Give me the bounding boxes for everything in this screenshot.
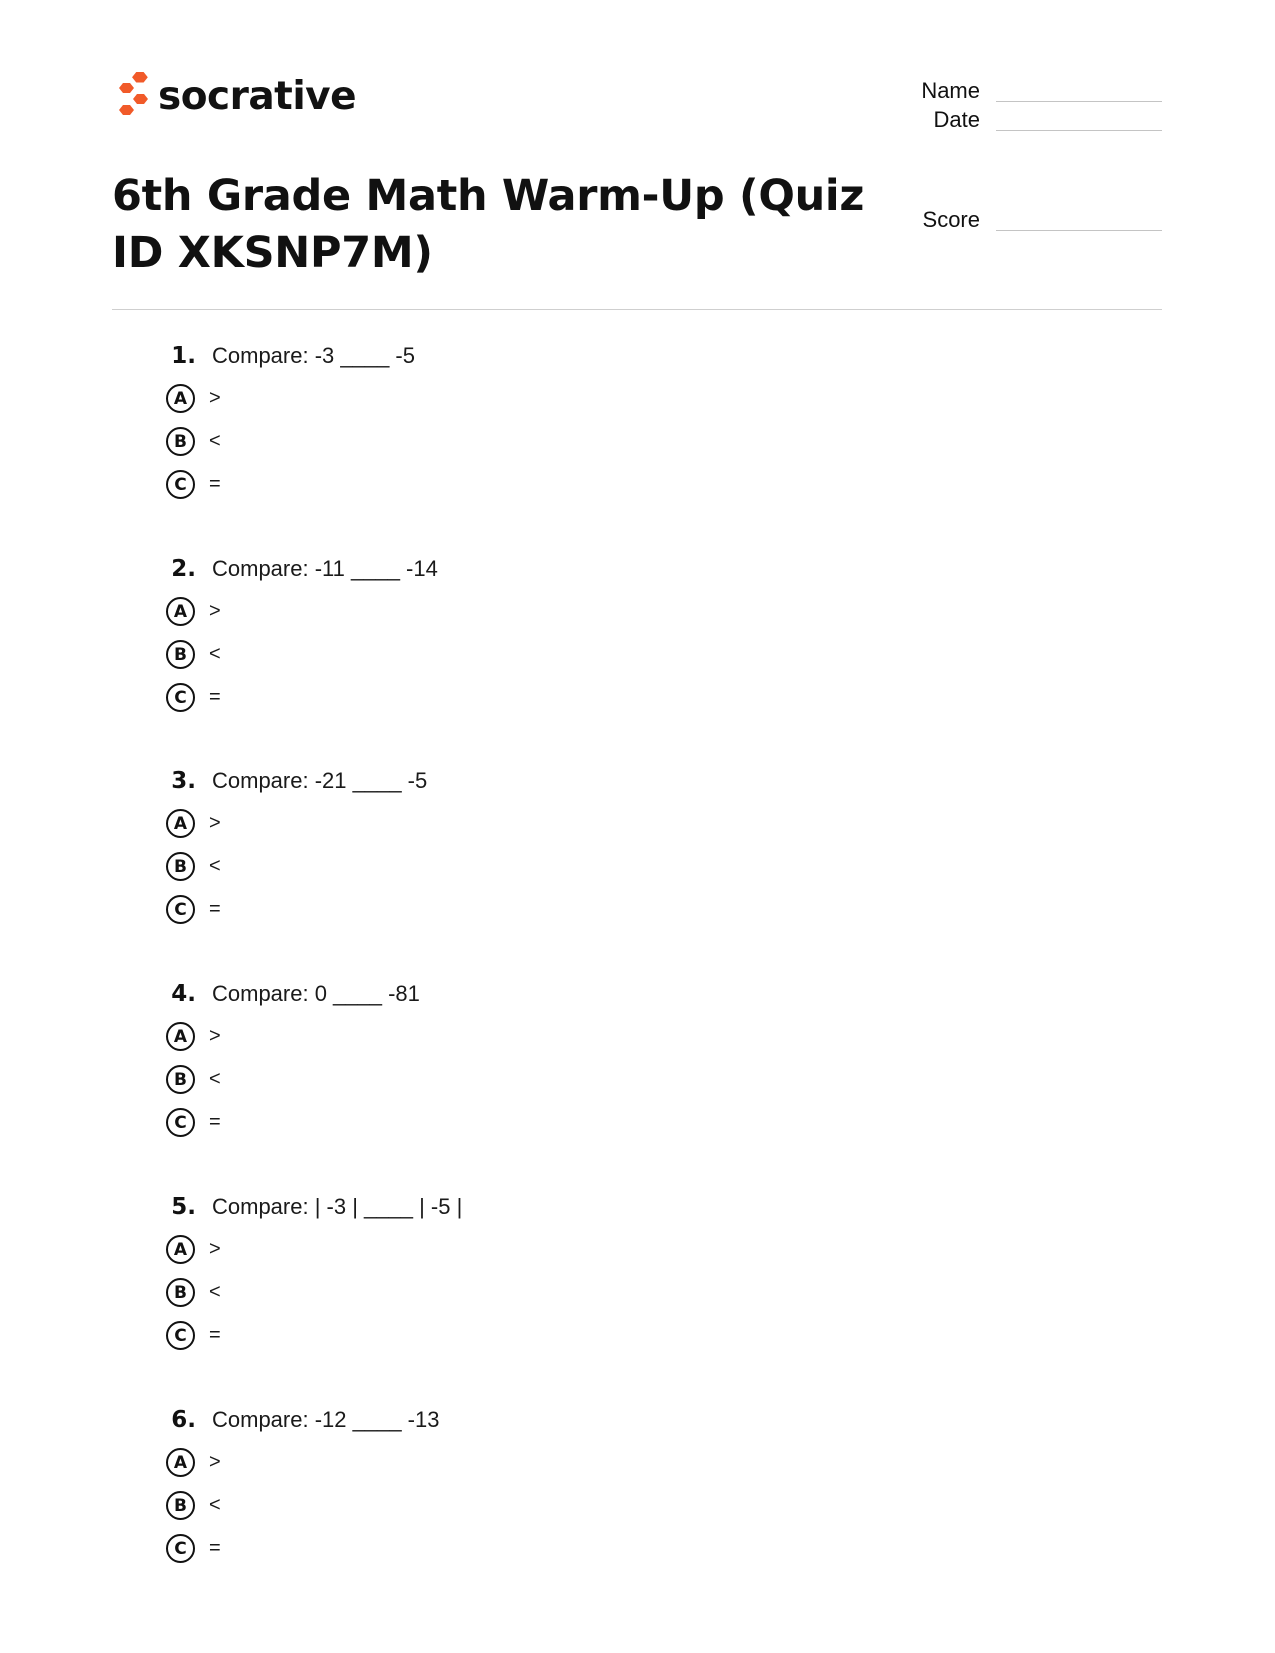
option-text: =: [209, 1537, 221, 1559]
option-b[interactable]: [166, 1058, 850, 1101]
hexagon-cluster-icon: [112, 72, 150, 120]
answer-bubble[interactable]: A: [166, 597, 195, 626]
answer-bubble[interactable]: A: [166, 1022, 195, 1051]
header-divider: [112, 309, 1162, 310]
score-line[interactable]: [996, 230, 1162, 231]
date-line[interactable]: [996, 130, 1162, 131]
answer-bubble[interactable]: C: [166, 1108, 195, 1137]
option-b[interactable]: [166, 633, 850, 676]
option-c[interactable]: [166, 676, 850, 719]
option-b[interactable]: [166, 1484, 850, 1527]
score-label: Score: [922, 207, 980, 232]
question-number: 4.: [171, 981, 196, 1007]
answer-bubble[interactable]: A: [166, 1448, 195, 1477]
answer-bubble[interactable]: B: [166, 1491, 195, 1520]
option-text: >: [209, 812, 221, 834]
answer-bubble[interactable]: C: [166, 1321, 195, 1350]
option-text: >: [209, 387, 221, 409]
question-4: [150, 981, 850, 1144]
option-text: >: [209, 1451, 221, 1473]
option-text: <: [209, 1068, 221, 1090]
question-prompt: Compare: -3 ____ -5: [212, 343, 415, 368]
option-c[interactable]: [166, 1314, 850, 1357]
option-text: >: [209, 1238, 221, 1260]
name-line[interactable]: [996, 101, 1162, 102]
question-5: [150, 1194, 850, 1357]
option-text: =: [209, 686, 221, 708]
answer-bubble[interactable]: B: [166, 1065, 195, 1094]
answer-bubble[interactable]: B: [166, 1278, 195, 1307]
option-a[interactable]: [166, 377, 850, 420]
option-b[interactable]: [166, 845, 850, 888]
option-c[interactable]: [166, 1101, 850, 1144]
option-text: <: [209, 855, 221, 877]
question-prompt: Compare: -12 ____ -13: [212, 1407, 440, 1432]
question-number: 1.: [171, 343, 196, 369]
option-a[interactable]: [166, 1441, 850, 1484]
option-text: =: [209, 1111, 221, 1133]
name-label: Name: [921, 78, 980, 103]
answer-bubble[interactable]: A: [166, 1235, 195, 1264]
answer-bubble[interactable]: C: [166, 895, 195, 924]
question-6: [150, 1407, 850, 1570]
question-1: [150, 343, 850, 506]
answer-bubble[interactable]: C: [166, 470, 195, 499]
answer-bubble[interactable]: A: [166, 809, 195, 838]
question-prompt: Compare: | -3 | ____ | -5 |: [212, 1194, 463, 1219]
question-2: [150, 556, 850, 719]
option-b[interactable]: [166, 1271, 850, 1314]
option-c[interactable]: [166, 1527, 850, 1570]
name-field[interactable]: [880, 78, 1162, 104]
date-label: Date: [933, 107, 980, 132]
option-text: >: [209, 1025, 221, 1047]
option-b[interactable]: [166, 420, 850, 463]
option-text: <: [209, 1281, 221, 1303]
date-field[interactable]: [880, 107, 1162, 133]
option-text: <: [209, 430, 221, 452]
question-number: 5.: [171, 1194, 196, 1220]
answer-bubble[interactable]: B: [166, 852, 195, 881]
option-a[interactable]: [166, 590, 850, 633]
answer-bubble[interactable]: C: [166, 683, 195, 712]
answer-bubble[interactable]: B: [166, 640, 195, 669]
quiz-title: 6th Grade Math Warm-Up (Quiz ID XKSNP7M): [112, 171, 865, 278]
answer-bubble[interactable]: B: [166, 427, 195, 456]
option-a[interactable]: [166, 1228, 850, 1271]
option-text: <: [209, 1494, 221, 1516]
score-field[interactable]: [880, 207, 1162, 233]
question-prompt: Compare: -11 ____ -14: [212, 556, 438, 581]
question-prompt: Compare: -21 ____ -5: [212, 768, 428, 793]
option-text: =: [209, 1324, 221, 1346]
question-number: 6.: [171, 1407, 196, 1433]
option-c[interactable]: [166, 888, 850, 931]
question-3: [150, 768, 850, 931]
option-a[interactable]: [166, 1015, 850, 1058]
answer-bubble[interactable]: C: [166, 1534, 195, 1563]
socrative-logo: [112, 72, 356, 120]
question-number: 2.: [171, 556, 196, 582]
option-text: >: [209, 600, 221, 622]
option-text: =: [209, 473, 221, 495]
option-text: <: [209, 643, 221, 665]
option-a[interactable]: [166, 802, 850, 845]
answer-bubble[interactable]: A: [166, 384, 195, 413]
question-prompt: Compare: 0 ____ -81: [212, 981, 420, 1006]
option-c[interactable]: [166, 463, 850, 506]
logo-wordmark: socrative: [158, 73, 357, 119]
option-text: =: [209, 898, 221, 920]
question-number: 3.: [171, 768, 196, 794]
